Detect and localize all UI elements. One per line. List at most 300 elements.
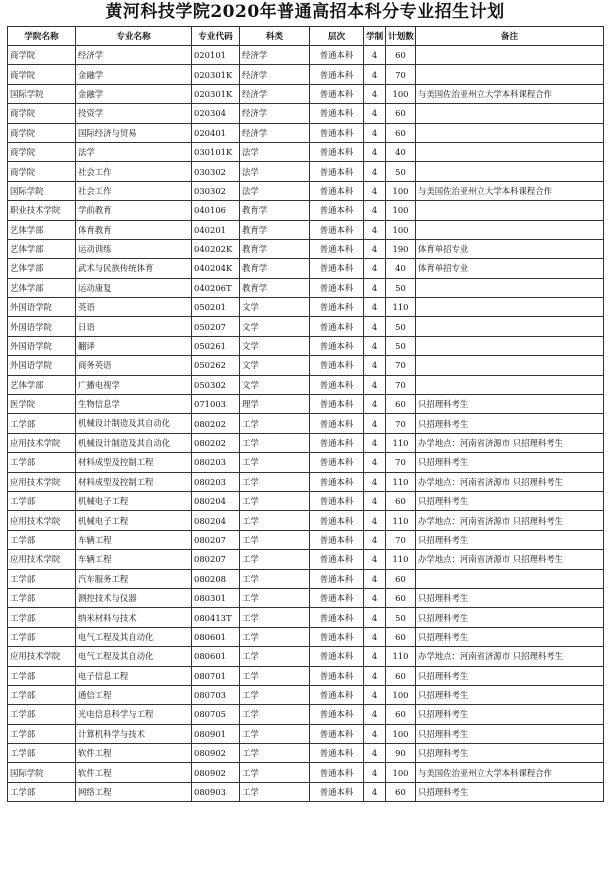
note-cell: 只招理科考生 — [416, 685, 604, 704]
quota-cell: 60 — [386, 782, 416, 801]
table-row — [8, 608, 604, 627]
level-cell: 普通本科 — [310, 724, 364, 743]
code-cell: 080705 — [192, 705, 240, 724]
table-row — [8, 627, 604, 646]
level-cell: 普通本科 — [310, 705, 364, 724]
college-cell: 工学部 — [8, 569, 76, 588]
category-cell: 经济学 — [240, 65, 310, 84]
college-cell: 商学院 — [8, 65, 76, 84]
table-row — [8, 162, 604, 181]
table-row — [8, 588, 604, 607]
level-cell: 普通本科 — [310, 356, 364, 375]
years-cell: 4 — [364, 336, 386, 355]
level-cell: 普通本科 — [310, 453, 364, 472]
note-cell: 只招理科考生 — [416, 666, 604, 685]
major-cell: 社会工作 — [76, 181, 192, 200]
category-cell: 工学 — [240, 666, 310, 685]
years-cell: 4 — [364, 414, 386, 433]
category-cell: 工学 — [240, 685, 310, 704]
code-cell: 080703 — [192, 685, 240, 704]
years-cell: 4 — [364, 705, 386, 724]
major-cell: 机械电子工程 — [76, 491, 192, 510]
major-cell: 机械设计制造及其自动化 — [76, 433, 192, 452]
level-cell: 普通本科 — [310, 433, 364, 452]
category-cell: 文学 — [240, 375, 310, 394]
note-cell — [416, 317, 604, 336]
college-cell: 应用技术学院 — [8, 433, 76, 452]
category-cell: 法学 — [240, 162, 310, 181]
table-row — [8, 744, 604, 763]
level-cell: 普通本科 — [310, 491, 364, 510]
code-cell: 080601 — [192, 647, 240, 666]
level-cell: 普通本科 — [310, 472, 364, 491]
years-cell: 4 — [364, 162, 386, 181]
code-cell: 080207 — [192, 550, 240, 569]
quota-cell: 110 — [386, 647, 416, 666]
years-cell: 4 — [364, 685, 386, 704]
note-cell: 办学地点：河南省济源市 只招理科考生 — [416, 550, 604, 569]
quota-cell: 70 — [386, 530, 416, 549]
table-row — [8, 685, 604, 704]
note-cell — [416, 162, 604, 181]
years-cell: 4 — [364, 317, 386, 336]
college-cell: 工学部 — [8, 414, 76, 433]
college-cell: 工学部 — [8, 685, 76, 704]
category-cell: 文学 — [240, 356, 310, 375]
level-cell: 普通本科 — [310, 685, 364, 704]
note-cell — [416, 123, 604, 142]
level-cell: 普通本科 — [310, 259, 364, 278]
table-row — [8, 472, 604, 491]
header-college: 学院名称 — [8, 27, 76, 46]
quota-cell: 60 — [386, 104, 416, 123]
code-cell: 080701 — [192, 666, 240, 685]
college-cell: 国际学院 — [8, 763, 76, 782]
table-row — [8, 530, 604, 549]
note-cell: 只招理科考生 — [416, 453, 604, 472]
note-cell: 体育单招专业 — [416, 239, 604, 258]
code-cell: 080202 — [192, 414, 240, 433]
major-cell: 运动康复 — [76, 278, 192, 297]
major-cell: 软件工程 — [76, 744, 192, 763]
major-cell: 金融学 — [76, 84, 192, 103]
level-cell: 普通本科 — [310, 782, 364, 801]
header-level: 层次 — [310, 27, 364, 46]
code-cell: 080301 — [192, 588, 240, 607]
years-cell: 4 — [364, 259, 386, 278]
quota-cell: 50 — [386, 278, 416, 297]
quota-cell: 100 — [386, 724, 416, 743]
note-cell: 只招理科考生 — [416, 744, 604, 763]
note-cell: 只招理科考生 — [416, 530, 604, 549]
quota-cell: 40 — [386, 259, 416, 278]
years-cell: 4 — [364, 298, 386, 317]
category-cell: 文学 — [240, 298, 310, 317]
years-cell: 4 — [364, 356, 386, 375]
quota-cell: 90 — [386, 744, 416, 763]
level-cell: 普通本科 — [310, 744, 364, 763]
years-cell: 4 — [364, 220, 386, 239]
quota-cell: 60 — [386, 123, 416, 142]
table-row — [8, 550, 604, 569]
years-cell: 4 — [364, 453, 386, 472]
table-row — [8, 181, 604, 200]
college-cell: 工学部 — [8, 588, 76, 607]
years-cell: 4 — [364, 569, 386, 588]
table-row — [8, 104, 604, 123]
major-cell: 武术与民族传统体育 — [76, 259, 192, 278]
college-cell: 外国语学院 — [8, 356, 76, 375]
years-cell: 4 — [364, 627, 386, 646]
table-row — [8, 453, 604, 472]
college-cell: 工学部 — [8, 744, 76, 763]
note-cell: 只招理科考生 — [416, 705, 604, 724]
code-cell: 040202K — [192, 239, 240, 258]
note-cell: 只招理科考生 — [416, 782, 604, 801]
header-quota: 计划数 — [386, 27, 416, 46]
table-row — [8, 569, 604, 588]
table-row — [8, 201, 604, 220]
major-cell: 光电信息科学与工程 — [76, 705, 192, 724]
major-cell: 金融学 — [76, 65, 192, 84]
code-cell: 080202 — [192, 433, 240, 452]
major-cell: 国际经济与贸易 — [76, 123, 192, 142]
major-cell: 社会工作 — [76, 162, 192, 181]
quota-cell: 70 — [386, 453, 416, 472]
years-cell: 4 — [364, 278, 386, 297]
college-cell: 应用技术学院 — [8, 647, 76, 666]
quota-cell: 110 — [386, 472, 416, 491]
years-cell: 4 — [364, 491, 386, 510]
header-major: 专业名称 — [76, 27, 192, 46]
major-cell: 车辆工程 — [76, 530, 192, 549]
quota-cell: 110 — [386, 298, 416, 317]
note-cell — [416, 569, 604, 588]
code-cell: 080903 — [192, 782, 240, 801]
category-cell: 教育学 — [240, 278, 310, 297]
level-cell: 普通本科 — [310, 569, 364, 588]
college-cell: 工学部 — [8, 530, 76, 549]
years-cell: 4 — [364, 104, 386, 123]
note-cell: 与美国佐治亚州立大学本科课程合作 — [416, 84, 604, 103]
category-cell: 文学 — [240, 336, 310, 355]
table-row — [8, 414, 604, 433]
quota-cell: 50 — [386, 162, 416, 181]
major-cell: 网络工程 — [76, 782, 192, 801]
category-cell: 工学 — [240, 433, 310, 452]
college-cell: 国际学院 — [8, 84, 76, 103]
level-cell: 普通本科 — [310, 65, 364, 84]
code-cell: 050261 — [192, 336, 240, 355]
table-row — [8, 705, 604, 724]
code-cell: 050302 — [192, 375, 240, 394]
major-cell: 运动训练 — [76, 239, 192, 258]
level-cell: 普通本科 — [310, 123, 364, 142]
college-cell: 商学院 — [8, 46, 76, 65]
table-row — [8, 336, 604, 355]
table-row — [8, 46, 604, 65]
years-cell: 4 — [364, 395, 386, 414]
quota-cell: 100 — [386, 181, 416, 200]
quota-cell: 110 — [386, 433, 416, 452]
category-cell: 经济学 — [240, 123, 310, 142]
major-cell: 材料成型及控制工程 — [76, 472, 192, 491]
code-cell: 040106 — [192, 201, 240, 220]
years-cell: 4 — [364, 239, 386, 258]
quota-cell: 60 — [386, 491, 416, 510]
note-cell — [416, 278, 604, 297]
quota-cell: 70 — [386, 375, 416, 394]
college-cell: 职业技术学院 — [8, 201, 76, 220]
years-cell: 4 — [364, 608, 386, 627]
college-cell: 国际学院 — [8, 181, 76, 200]
category-cell: 工学 — [240, 782, 310, 801]
level-cell: 普通本科 — [310, 395, 364, 414]
code-cell: 080203 — [192, 453, 240, 472]
quota-cell: 60 — [386, 666, 416, 685]
level-cell: 普通本科 — [310, 278, 364, 297]
table-row — [8, 375, 604, 394]
table-header-row — [8, 27, 604, 46]
level-cell: 普通本科 — [310, 201, 364, 220]
years-cell: 4 — [364, 433, 386, 452]
code-cell: 080207 — [192, 530, 240, 549]
table-row — [8, 647, 604, 666]
category-cell: 工学 — [240, 511, 310, 530]
category-cell: 工学 — [240, 705, 310, 724]
college-cell: 工学部 — [8, 491, 76, 510]
quota-cell: 50 — [386, 336, 416, 355]
college-cell: 工学部 — [8, 608, 76, 627]
category-cell: 法学 — [240, 181, 310, 200]
category-cell: 经济学 — [240, 46, 310, 65]
quota-cell: 70 — [386, 414, 416, 433]
level-cell: 普通本科 — [310, 608, 364, 627]
quota-cell: 100 — [386, 84, 416, 103]
major-cell: 软件工程 — [76, 763, 192, 782]
code-cell: 080203 — [192, 472, 240, 491]
code-cell: 080601 — [192, 627, 240, 646]
category-cell: 经济学 — [240, 84, 310, 103]
code-cell: 080902 — [192, 763, 240, 782]
category-cell: 教育学 — [240, 220, 310, 239]
category-cell: 工学 — [240, 453, 310, 472]
header-category: 科类 — [240, 27, 310, 46]
code-cell: 020301K — [192, 65, 240, 84]
note-cell: 只招理科考生 — [416, 608, 604, 627]
quota-cell: 70 — [386, 65, 416, 84]
level-cell: 普通本科 — [310, 550, 364, 569]
category-cell: 教育学 — [240, 239, 310, 258]
major-cell: 英语 — [76, 298, 192, 317]
quota-cell: 60 — [386, 705, 416, 724]
college-cell: 工学部 — [8, 627, 76, 646]
major-cell: 电气工程及其自动化 — [76, 627, 192, 646]
level-cell: 普通本科 — [310, 627, 364, 646]
category-cell: 文学 — [240, 317, 310, 336]
quota-cell: 60 — [386, 627, 416, 646]
header-years: 学制 — [364, 27, 386, 46]
note-cell — [416, 356, 604, 375]
major-cell: 生物信息学 — [76, 395, 192, 414]
years-cell: 4 — [364, 181, 386, 200]
code-cell: 080902 — [192, 744, 240, 763]
college-cell: 应用技术学院 — [8, 550, 76, 569]
college-cell: 工学部 — [8, 453, 76, 472]
code-cell: 080413T — [192, 608, 240, 627]
category-cell: 教育学 — [240, 259, 310, 278]
table-row — [8, 395, 604, 414]
years-cell: 4 — [364, 744, 386, 763]
note-cell: 只招理科考生 — [416, 491, 604, 510]
note-cell: 只招理科考生 — [416, 414, 604, 433]
table-row — [8, 298, 604, 317]
category-cell: 经济学 — [240, 104, 310, 123]
code-cell: 050262 — [192, 356, 240, 375]
level-cell: 普通本科 — [310, 162, 364, 181]
level-cell: 普通本科 — [310, 588, 364, 607]
note-cell: 办学地点：河南省济源市 只招理科考生 — [416, 433, 604, 452]
table-row — [8, 317, 604, 336]
table-row — [8, 782, 604, 801]
major-cell: 测控技术与仪器 — [76, 588, 192, 607]
level-cell: 普通本科 — [310, 666, 364, 685]
quota-cell: 100 — [386, 685, 416, 704]
header-code: 专业代码 — [192, 27, 240, 46]
level-cell: 普通本科 — [310, 220, 364, 239]
quota-cell: 70 — [386, 356, 416, 375]
table-row — [8, 724, 604, 743]
category-cell: 工学 — [240, 550, 310, 569]
quota-cell: 100 — [386, 201, 416, 220]
years-cell: 4 — [364, 201, 386, 220]
note-cell: 体育单招专业 — [416, 259, 604, 278]
college-cell: 工学部 — [8, 705, 76, 724]
note-cell: 只招理科考生 — [416, 724, 604, 743]
category-cell: 工学 — [240, 724, 310, 743]
category-cell: 工学 — [240, 763, 310, 782]
major-cell: 经济学 — [76, 46, 192, 65]
major-cell: 投资学 — [76, 104, 192, 123]
level-cell: 普通本科 — [310, 763, 364, 782]
category-cell: 法学 — [240, 142, 310, 161]
table-row — [8, 259, 604, 278]
quota-cell: 60 — [386, 395, 416, 414]
code-cell: 020304 — [192, 104, 240, 123]
level-cell: 普通本科 — [310, 414, 364, 433]
years-cell: 4 — [364, 588, 386, 607]
level-cell: 普通本科 — [310, 317, 364, 336]
college-cell: 商学院 — [8, 104, 76, 123]
years-cell: 4 — [364, 763, 386, 782]
level-cell: 普通本科 — [310, 647, 364, 666]
college-cell: 商学院 — [8, 162, 76, 181]
category-cell: 工学 — [240, 414, 310, 433]
college-cell: 外国语学院 — [8, 317, 76, 336]
major-cell: 法学 — [76, 142, 192, 161]
category-cell: 工学 — [240, 569, 310, 588]
note-cell — [416, 220, 604, 239]
note-cell: 办学地点：河南省济源市 只招理科考生 — [416, 647, 604, 666]
table-row — [8, 433, 604, 452]
major-cell: 日语 — [76, 317, 192, 336]
table-row — [8, 84, 604, 103]
years-cell: 4 — [364, 666, 386, 685]
years-cell: 4 — [364, 46, 386, 65]
level-cell: 普通本科 — [310, 142, 364, 161]
college-cell: 商学院 — [8, 123, 76, 142]
major-cell: 通信工程 — [76, 685, 192, 704]
years-cell: 4 — [364, 647, 386, 666]
code-cell: 030302 — [192, 162, 240, 181]
college-cell: 外国语学院 — [8, 336, 76, 355]
quota-cell: 40 — [386, 142, 416, 161]
major-cell: 机械电子工程 — [76, 511, 192, 530]
major-cell: 体育教育 — [76, 220, 192, 239]
college-cell: 艺体学部 — [8, 278, 76, 297]
years-cell: 4 — [364, 123, 386, 142]
code-cell: 030101K — [192, 142, 240, 161]
category-cell: 工学 — [240, 608, 310, 627]
quota-cell: 100 — [386, 220, 416, 239]
level-cell: 普通本科 — [310, 239, 364, 258]
code-cell: 020401 — [192, 123, 240, 142]
college-cell: 外国语学院 — [8, 298, 76, 317]
level-cell: 普通本科 — [310, 46, 364, 65]
note-cell: 只招理科考生 — [416, 588, 604, 607]
years-cell: 4 — [364, 530, 386, 549]
note-cell — [416, 298, 604, 317]
code-cell: 040206T — [192, 278, 240, 297]
table-row — [8, 142, 604, 161]
note-cell — [416, 201, 604, 220]
code-cell: 080204 — [192, 491, 240, 510]
code-cell: 040201 — [192, 220, 240, 239]
code-cell: 020101 — [192, 46, 240, 65]
note-cell: 与美国佐治亚州立大学本科课程合作 — [416, 181, 604, 200]
code-cell: 080204 — [192, 511, 240, 530]
category-cell: 工学 — [240, 491, 310, 510]
level-cell: 普通本科 — [310, 181, 364, 200]
major-cell: 材料成型及控制工程 — [76, 453, 192, 472]
code-cell: 080208 — [192, 569, 240, 588]
college-cell: 艺体学部 — [8, 259, 76, 278]
document-title: 黄河科技学院2020年普通高招本科分专业招生计划 — [105, 2, 505, 22]
quota-cell: 110 — [386, 550, 416, 569]
note-cell — [416, 142, 604, 161]
quota-cell: 60 — [386, 569, 416, 588]
years-cell: 4 — [364, 472, 386, 491]
major-cell: 机械设计制造及其自动化 — [76, 414, 192, 433]
college-cell: 医学院 — [8, 395, 76, 414]
years-cell: 4 — [364, 142, 386, 161]
major-cell: 商务英语 — [76, 356, 192, 375]
level-cell: 普通本科 — [310, 511, 364, 530]
table-body — [8, 46, 604, 802]
years-cell: 4 — [364, 550, 386, 569]
table-row — [8, 763, 604, 782]
code-cell: 080901 — [192, 724, 240, 743]
major-cell: 广播电视学 — [76, 375, 192, 394]
major-cell: 电气工程及其自动化 — [76, 647, 192, 666]
note-cell — [416, 65, 604, 84]
note-cell: 与美国佐治亚州立大学本科课程合作 — [416, 763, 604, 782]
level-cell: 普通本科 — [310, 530, 364, 549]
table-row — [8, 278, 604, 297]
quota-cell: 50 — [386, 608, 416, 627]
note-cell: 只招理科考生 — [416, 627, 604, 646]
table-row — [8, 511, 604, 530]
